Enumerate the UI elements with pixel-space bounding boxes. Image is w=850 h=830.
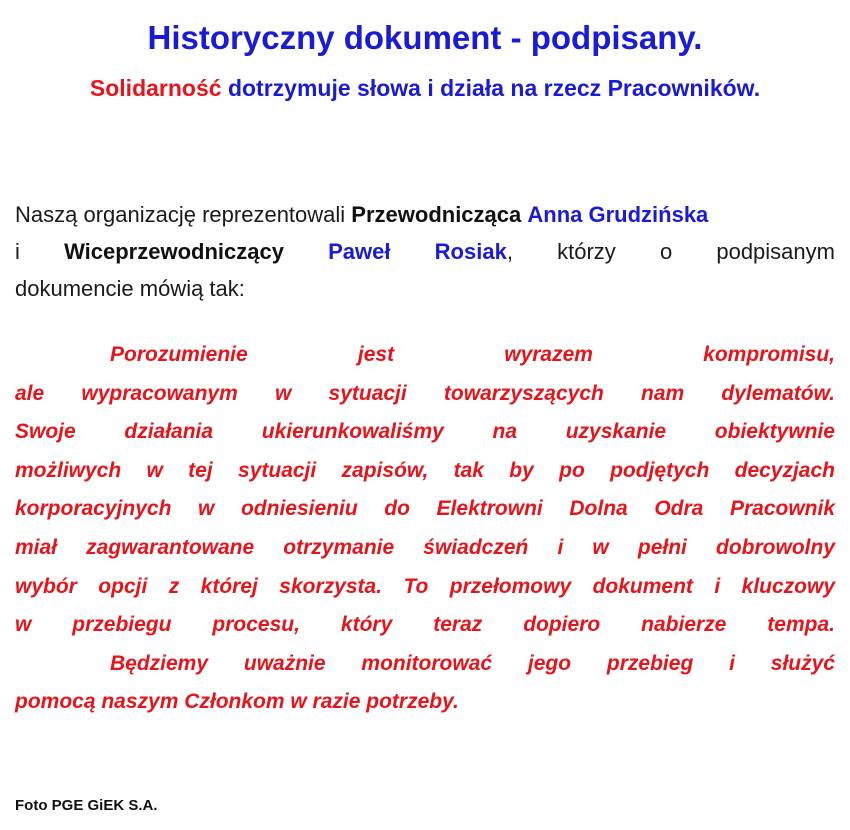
quote-line: w przebiegu procesu, który teraz dopiero nabierze tempa. xyxy=(15,613,835,637)
quote-line: pomocą naszym Członkom w razie potrzeby. xyxy=(15,690,459,714)
intro-line-3: dokumencie mówią tak: xyxy=(15,276,245,301)
quote-line: ale wypracowanym w sytuacji towarzyszących nam dylematów. xyxy=(15,381,835,405)
intro-role-1: Przewodnicząca xyxy=(351,202,522,227)
intro-name-1: Anna Grudzińska xyxy=(527,202,709,227)
intro-suffix: , którzy o podpisanym xyxy=(506,239,835,264)
quote-line: Swoje działania ukierunkowaliśmy na uzyskanie obiektywnie xyxy=(15,420,835,444)
intro-name-2b: Rosiak xyxy=(434,239,507,264)
photo-credit: Foto PGE GiEK S.A. xyxy=(15,797,158,814)
intro-conj: i xyxy=(15,239,20,264)
quote-line: możliwych w tej sytuacji zapisów, tak by po podjętych decyzjach xyxy=(15,458,835,482)
page-title: Historyczny dokument - podpisany. xyxy=(147,19,703,56)
intro-role-2: Wiceprzewodniczący xyxy=(64,239,284,264)
quote-block xyxy=(15,336,835,722)
subtitle-solidarnosc: Solidarność xyxy=(89,75,222,101)
quote-line: miał zagwarantowane otrzymanie świadczeń i w pełni dobrowolny xyxy=(15,535,835,559)
subtitle-rest: dotrzymuje słowa i działa na rzecz Pracowników. xyxy=(221,75,761,101)
intro-prefix: Naszą organizację reprezentowali xyxy=(15,202,352,227)
page-subtitle xyxy=(0,73,850,103)
intro-name-2a: Paweł xyxy=(328,239,391,264)
intro-line-2 xyxy=(15,233,835,270)
quote-line: korporacyjnych w odniesieniu do Elektrowni Dolna Odra Pracownik xyxy=(15,497,835,521)
intro-line-1 xyxy=(15,196,835,233)
quote-line: wybór opcji z której skorzysta. To przełomowy dokument i kluczowy xyxy=(15,574,835,598)
quote-line: Będziemy uważnie monitorować jego przebieg i służyć xyxy=(110,651,835,675)
quote-line: Porozumienie jest wyrazem kompromisu, xyxy=(110,343,835,366)
intro-paragraph xyxy=(15,196,835,307)
